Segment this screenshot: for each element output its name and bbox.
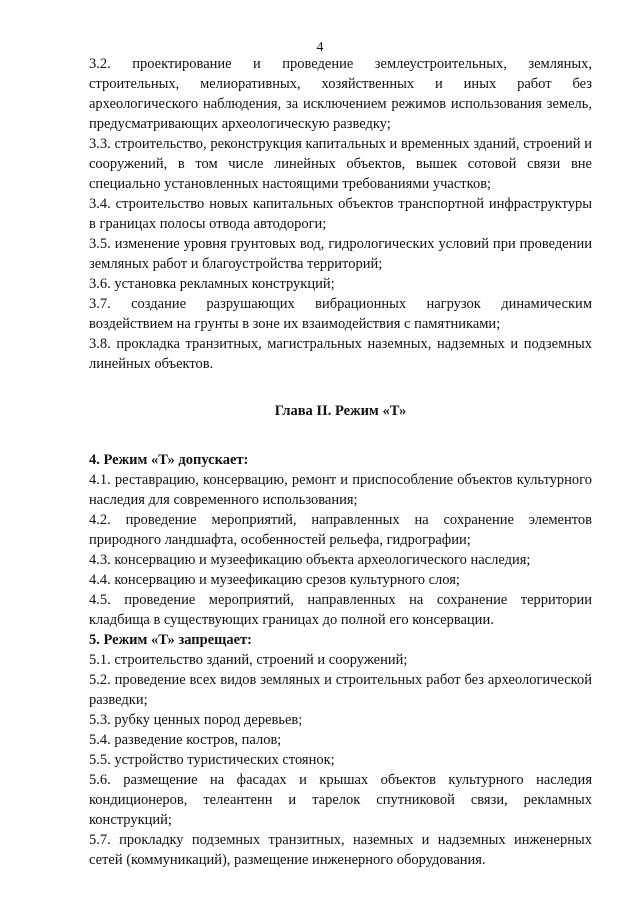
paragraph-4-3: 4.3. консервацию и музеефикацию объекта археологического наследия; [89, 552, 531, 568]
paragraph-5-7: 5.7. прокладку подземных транзитных, наземных и надземных инженерных сетей (коммуникаций), размещение инженерного оборудования. [89, 832, 592, 868]
document-body [89, 54, 592, 870]
paragraph-5-5: 5.5. устройство туристических стоянок; [89, 752, 335, 768]
paragraph-4-4: 4.4. консервацию и музеефикацию срезов культурного слоя; [89, 572, 460, 588]
paragraph-3-3: 3.3. строительство, реконструкция капитальных и временных зданий, строений и сооружений, в том числе линейных объектов, вышек сотовой связи вне специально установленных настоящими требованиями участков; [89, 136, 592, 192]
paragraph-3-2: 3.2. проектирование и проведение землеустроительных, земляных, строительных, мелиоративных, хозяйственных и иных работ без археологического наблюдения, за исключением режимов использования земель, предусматривающих археологическую разведку; [89, 56, 592, 132]
page-number: 4 [316, 40, 324, 55]
paragraph-3-4: 3.4. строительство новых капитальных объектов транспортной инфраструктуры в границах полосы отвода автодороги; [89, 196, 592, 232]
paragraph-3-8: 3.8. прокладка транзитных, магистральных наземных, надземных и подземных линейных объектов. [89, 336, 592, 372]
paragraph-3-6: 3.6. установка рекламных конструкций; [89, 276, 335, 292]
paragraph-4-1: 4.1. реставрацию, консервацию, ремонт и приспособление объектов культурного наследия для современного использования; [89, 472, 592, 508]
paragraph-5-3: 5.3. рубку ценных пород деревьев; [89, 712, 303, 728]
chapter-title: Глава II. Режим «Т» [274, 403, 407, 419]
paragraph-5-6: 5.6. размещение на фасадах и крышах объектов культурного наследия кондиционеров, телеантенн и тарелок спутниковой связи, рекламных конструкций; [89, 772, 592, 828]
paragraph-3-7: 3.7. создание разрушающих вибрационных нагрузок динамическим воздействием на грунты в зоне их взаимодействия с памятниками; [89, 296, 592, 332]
section-4-heading: 4. Режим «Т» допускает: [89, 452, 249, 468]
paragraph-4-2: 4.2. проведение мероприятий, направленных на сохранение элементов природного ландшафта, особенностей рельефа, гидрографии; [89, 512, 592, 548]
paragraph-3-5: 3.5. изменение уровня грунтовых вод, гидрологических условий при проведении земляных работ и благоустройства территорий; [89, 236, 592, 272]
paragraph-4-5: 4.5. проведение мероприятий, направленных на сохранение территории кладбища в существующих границах до полной его консервации. [89, 592, 592, 628]
paragraph-5-2: 5.2. проведение всех видов земляных и строительных работ без археологической разведки; [89, 672, 592, 708]
paragraph-5-4: 5.4. разведение костров, палов; [89, 732, 282, 748]
section-5-heading: 5. Режим «Т» запрещает: [89, 632, 253, 648]
paragraph-5-1: 5.1. строительство зданий, строений и сооружений; [89, 652, 408, 668]
